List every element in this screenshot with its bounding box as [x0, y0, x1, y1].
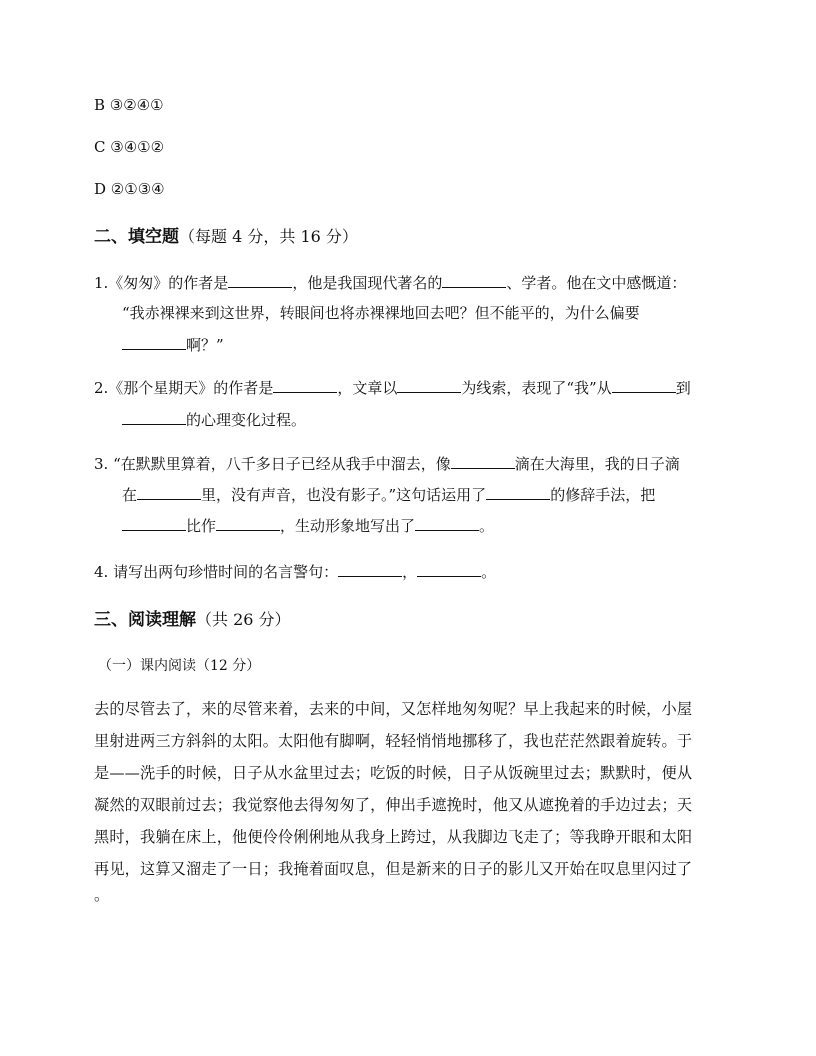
section-heading-reading — [94, 605, 291, 630]
question-text: 的心理变化过程。 — [186, 411, 307, 429]
section-title: 二、填空题 — [94, 227, 179, 247]
answer-blank[interactable] — [122, 335, 186, 350]
passage-line: 凝然的双眼前过去；我觉察他去得匆匆了，伸出手遮挽时，他又从遮挽着的手边过去；天 — [94, 796, 693, 814]
answer-blank[interactable] — [415, 516, 479, 531]
section-heading-fill-blanks — [94, 222, 358, 247]
answer-blank[interactable] — [216, 516, 280, 531]
answer-blank[interactable] — [612, 378, 676, 393]
passage-line: 里射进两三方斜斜的太阳。太阳他有脚啊，轻轻悄悄地挪移了，我也茫茫然跟着旋转。于 — [94, 732, 693, 750]
question-text: 为线索，表现了“我”从 — [461, 379, 612, 397]
question-2-line-1 — [94, 377, 691, 398]
question-text: 4. 请写出两句珍惜时间的名言警句： — [94, 563, 339, 581]
question-text: 啊？” — [186, 336, 224, 354]
answer-blank[interactable] — [228, 273, 292, 288]
reading-subsection-title: （一）课内阅读（12 分） — [98, 658, 261, 674]
question-text: 的修辞手法，把 — [550, 486, 656, 504]
answer-blank[interactable] — [338, 562, 402, 577]
question-4-line-1 — [94, 561, 496, 582]
question-text: ， — [402, 563, 418, 581]
answer-blank[interactable] — [417, 562, 481, 577]
answer-blank[interactable] — [486, 485, 550, 500]
answer-blank[interactable] — [122, 410, 186, 425]
option-d: D ②①③④ — [94, 180, 165, 198]
section-title: 三、阅读理解 — [94, 610, 196, 630]
question-3-line-1 — [94, 453, 680, 474]
question-1-line-2: “我赤裸裸来到这世界，转眼间也将赤裸裸地回去吧？但不能平的，为什么偏要 — [122, 304, 640, 322]
option-c: C ③④①② — [94, 138, 165, 156]
passage-line: 去的尽管去了，来的尽管来着，去来的中间，又怎样地匆匆呢？早上我起来的时候，小屋 — [94, 700, 693, 718]
answer-blank[interactable] — [397, 378, 461, 393]
option-b: B ③②④① — [94, 96, 164, 114]
passage-line: 黑时，我躺在床上，他便伶伶俐俐地从我身上跨过，从我脚边飞走了；等我睁开眼和太阳 — [94, 828, 693, 846]
answer-blank[interactable] — [451, 454, 515, 469]
question-text: 里，没有声音，也没有影子。”这句话运用了 — [201, 486, 487, 504]
answer-blank[interactable] — [442, 273, 506, 288]
question-text: 比作 — [186, 517, 217, 535]
question-text: 到 — [675, 379, 691, 397]
question-text: 在 — [122, 486, 138, 504]
passage-line: 是——洗手的时候，日子从水盆里过去；吃饭的时候，日子从饭碗里过去；默默时，便从 — [94, 764, 693, 782]
section-score-note: （每题 4 分，共 16 分） — [179, 227, 358, 246]
answer-blank[interactable] — [122, 516, 186, 531]
question-1-line-1 — [94, 272, 686, 293]
question-text: 、学者。他在文中感慨道： — [506, 274, 687, 292]
section-score-note: （共 26 分） — [196, 610, 291, 629]
question-text: ，生动形象地写出了 — [280, 517, 416, 535]
question-text: 。 — [479, 517, 495, 535]
passage-line: 。 — [94, 886, 110, 904]
question-text: 1.《匆匆》的作者是 — [94, 274, 229, 292]
question-3-line-3 — [122, 515, 494, 536]
question-1-line-3 — [122, 334, 224, 355]
question-text: ，文章以 — [337, 379, 398, 397]
question-text: 滴在大海里，我的日子滴 — [514, 455, 680, 473]
question-3-line-2 — [122, 484, 655, 505]
question-2-line-2 — [122, 409, 306, 430]
passage-line: 再见，这算又溜走了一日；我掩着面叹息，但是新来的日子的影儿又开始在叹息里闪过了 — [94, 860, 693, 878]
answer-blank[interactable] — [273, 378, 337, 393]
question-text: ，他是我国现代著名的 — [292, 274, 443, 292]
question-text: 2.《那个星期天》的作者是 — [94, 379, 274, 397]
question-text: 。 — [481, 563, 497, 581]
answer-blank[interactable] — [137, 485, 201, 500]
question-text: 3. “在默默里算着，八千多日子已经从我手中溜去，像 — [94, 455, 451, 473]
